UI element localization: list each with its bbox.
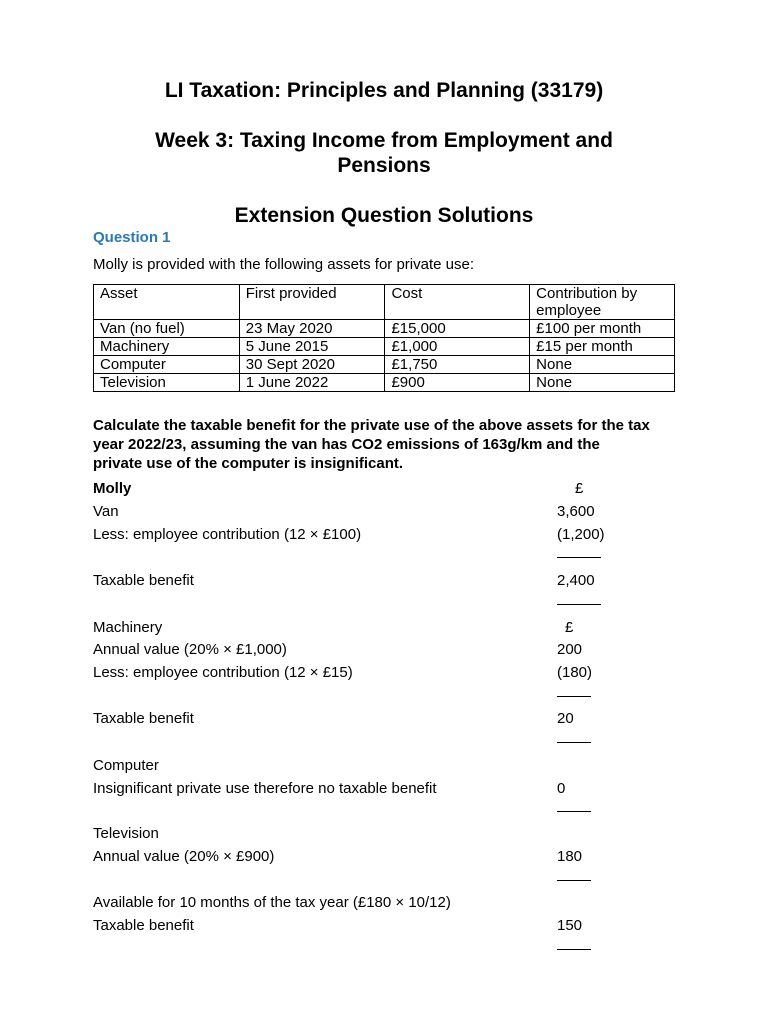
table-cell: £15,000: [385, 320, 530, 338]
course-title: LI Taxation: Principles and Planning (33179): [164, 79, 604, 102]
computer-note-value: 0: [557, 780, 566, 797]
table-cell: Television: [94, 374, 240, 392]
table-header-row: [94, 285, 675, 320]
machinery-benefit-value: 20: [557, 710, 574, 727]
table-cell: 23 May 2020: [239, 320, 385, 338]
television-available-label: Available for 10 months of the tax year (£180 × 10/12): [93, 894, 451, 911]
table-cell: Computer: [94, 356, 240, 374]
van-benefit-label: Taxable benefit: [93, 572, 194, 589]
table-cell: £100 per month: [530, 320, 675, 338]
table-row: [94, 374, 675, 392]
computer-note-label: Insignificant private use therefore no taxable benefit: [93, 780, 437, 797]
table-cell: 30 Sept 2020: [239, 356, 385, 374]
subtotal-rule: [557, 880, 591, 881]
van-contribution-label: Less: employee contribution (12 × £100): [93, 526, 362, 543]
table-header-cell: First provided: [239, 285, 385, 320]
television-benefit-value: 150: [557, 917, 583, 934]
van-label: Van: [93, 503, 119, 520]
table-cell: 5 June 2015: [239, 338, 385, 356]
question-intro: Molly is provided with the following assets for private use:: [93, 256, 475, 273]
total-rule: [557, 949, 591, 950]
television-annual-value: 180: [557, 848, 583, 865]
question-instruction: Calculate the taxable benefit for the private use of the above assets for the tax year 2022/23, assuming the van has CO2 emissions of 163g/km and the private use of the computer is insignificant.: [93, 417, 650, 472]
question-label: Question 1: [93, 229, 171, 246]
television-label: Television: [93, 825, 159, 842]
machinery-contribution-value: (180): [557, 664, 593, 681]
machinery-label: Machinery: [93, 619, 163, 636]
television-annual-label: Annual value (20% × £900): [93, 848, 275, 865]
table-cell: £1,000: [385, 338, 530, 356]
week-title-line-2: Pensions: [337, 154, 431, 177]
machinery-annual-value: 200: [557, 641, 583, 658]
machinery-annual-label: Annual value (20% × £1,000): [93, 641, 287, 658]
machinery-benefit-label: Taxable benefit: [93, 710, 194, 727]
table-header-cell: Contribution by employee: [530, 285, 675, 320]
van-benefit-value: 2,400: [557, 572, 595, 589]
section-title: Extension Question Solutions: [234, 204, 534, 227]
table-cell: £900: [385, 374, 530, 392]
table-cell: None: [530, 374, 675, 392]
machinery-contribution-label: Less: employee contribution (12 × £15): [93, 664, 353, 681]
total-rule: [557, 811, 591, 812]
total-rule: [557, 604, 601, 605]
assets-table: [93, 284, 675, 392]
total-rule: [557, 742, 591, 743]
table-cell: 1 June 2022: [239, 374, 385, 392]
subtotal-rule: [557, 557, 601, 558]
television-benefit-label: Taxable benefit: [93, 917, 194, 934]
currency-symbol: £: [575, 480, 584, 497]
table-row: [94, 320, 675, 338]
computer-label: Computer: [93, 757, 159, 774]
table-cell: £1,750: [385, 356, 530, 374]
table-cell: Van (no fuel): [94, 320, 240, 338]
table-header-cell: Asset: [94, 285, 240, 320]
table-row: [94, 356, 675, 374]
van-contribution-value: (1,200): [557, 526, 605, 543]
van-value: 3,600: [557, 503, 595, 520]
currency-symbol: £: [565, 619, 574, 636]
week-title-line-1: Week 3: Taxing Income from Employment and: [155, 129, 613, 152]
table-header-cell: Cost: [385, 285, 530, 320]
table-cell: Machinery: [94, 338, 240, 356]
table-row: [94, 338, 675, 356]
subtotal-rule: [557, 696, 591, 697]
table-cell: £15 per month: [530, 338, 675, 356]
table-cell: None: [530, 356, 675, 374]
molly-heading: Molly: [93, 480, 132, 497]
